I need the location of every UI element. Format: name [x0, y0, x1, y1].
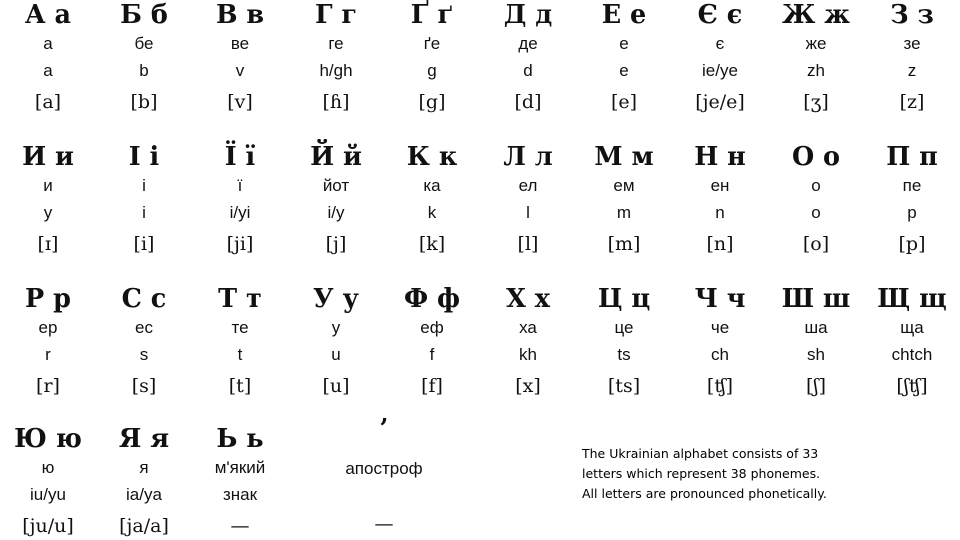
letter-transliteration: b [139, 61, 149, 80]
letter-ipa: [je/e] [695, 91, 745, 113]
letter-glyphs: Щ щ [877, 284, 947, 314]
letter-ipa: [d] [514, 91, 542, 113]
letter-transliteration: iu/yu [30, 485, 66, 504]
letter-transliteration: f [429, 345, 435, 364]
letter-name: те [231, 318, 249, 337]
letter-transliteration: chtch [891, 345, 933, 364]
letter-glyphs: Ж ж [781, 0, 851, 30]
letter-glyphs: Х х [506, 284, 550, 314]
letter-transliteration: m [616, 203, 632, 222]
letter-ipa: [ju/u] [22, 515, 74, 537]
letter-name: ве [230, 34, 250, 53]
note-line: All letters are pronounced phonetically. [582, 486, 827, 501]
letter-name: це [614, 318, 634, 337]
letter-transliteration: kh [519, 345, 537, 364]
letter-transliteration: z [907, 61, 917, 80]
alphabet-note [582, 444, 912, 504]
letter-name: ер [38, 318, 58, 337]
letter-ipa: [p] [898, 233, 926, 255]
letter-name: пе [902, 176, 922, 195]
letter-ipa: [k] [418, 233, 446, 255]
letter-ipa: [t] [228, 375, 252, 397]
letter-glyphs: Ґ ґ [410, 0, 454, 30]
letter-glyphs: З з [890, 0, 934, 30]
letter-ipa: [n] [706, 233, 734, 255]
letter-ipa: [z] [899, 91, 925, 113]
letter-transliteration: t [237, 345, 243, 364]
letter-transliteration: знак [222, 485, 258, 504]
letter-glyphs: Ч ч [694, 284, 746, 314]
letter-glyphs: Т т [218, 284, 262, 314]
letter-name: ем [613, 176, 635, 195]
letter-transliteration: l [526, 203, 530, 222]
letter-transliteration: ts [617, 345, 631, 364]
letter-name: же [805, 34, 827, 53]
letter-ipa: [v] [227, 91, 253, 113]
letter-ipa: [o] [802, 233, 830, 255]
note-line: The Ukrainian alphabet consists of 33 [582, 446, 819, 461]
letter-transliteration: g [427, 61, 437, 80]
letter-ipa: [ʃ] [806, 375, 826, 397]
letter-transliteration: u [331, 345, 341, 364]
letter-ipa: [r] [36, 375, 60, 397]
letter-transliteration: p [907, 203, 917, 222]
letter-transliteration: ia/ya [126, 485, 162, 504]
letter-glyphs: Ї ї [224, 142, 256, 172]
letter-name: че [710, 318, 730, 337]
letter-transliteration: r [45, 345, 51, 364]
letter-ipa: [x] [515, 375, 541, 397]
letter-ipa: [l] [517, 233, 539, 255]
letter-name: ща [900, 318, 924, 337]
letter-name: ге [328, 34, 344, 53]
letter-glyphs: О о [791, 142, 841, 172]
letter-glyphs: Р р [25, 284, 71, 314]
letter-transliteration: i/y [327, 203, 345, 222]
letter-glyphs: І і [128, 142, 160, 172]
letter-transliteration: ch [711, 345, 729, 364]
letter-name: о [811, 176, 821, 195]
letter-ipa: [f] [421, 375, 443, 397]
letter-name: ел [518, 176, 538, 195]
letter-ipa: [s] [131, 375, 157, 397]
letter-name: ша [804, 318, 828, 337]
letter-name: йот [322, 176, 350, 195]
letter-glyphs: С с [121, 284, 167, 314]
letter-name: ен [710, 176, 730, 195]
letter-name: а [43, 34, 53, 53]
letter-ipa: [ts] [607, 375, 641, 397]
letter-ipa: [ji] [226, 233, 254, 255]
letter-name: ха [519, 318, 537, 337]
letter-transliteration: a [43, 61, 53, 80]
note-line: letters which represent 38 phonemes. [582, 466, 821, 481]
letter-glyphs: И и [22, 142, 74, 172]
letter-ipa: [j] [325, 233, 347, 255]
letter-name: ес [135, 318, 153, 337]
letter-name: у [331, 318, 341, 337]
letter-glyphs: Є є [697, 0, 743, 30]
letter-glyphs: Ш ш [781, 284, 851, 314]
letter-transliteration: y [43, 203, 53, 222]
letter-transliteration: n [715, 203, 725, 222]
letter-ipa: [ʧ] [706, 375, 734, 397]
letter-glyphs: У у [313, 284, 359, 314]
letter-ipa: [ja/a] [119, 515, 169, 537]
letter-glyphs: Е е [601, 0, 647, 30]
letter-transliteration: k [427, 203, 437, 222]
letter-glyphs: Ц ц [597, 284, 651, 314]
letter-transliteration: ie/ye [702, 61, 738, 80]
letter-glyphs: В в [215, 0, 265, 30]
letter-name: ка [423, 176, 441, 195]
letter-transliteration: zh [807, 61, 825, 80]
letter-ipa: [ɪ] [37, 233, 59, 255]
letter-name: еф [420, 318, 444, 337]
letter-ipa: — [230, 515, 250, 537]
letter-glyphs: Я я [118, 424, 170, 454]
letter-transliteration: d [523, 61, 533, 80]
letter-transliteration: i [142, 203, 146, 222]
letter-name: і [142, 176, 146, 195]
letter-glyphs: Ф ф [403, 284, 461, 314]
letter-name: ї [237, 176, 243, 195]
letter-ipa: — [374, 513, 394, 535]
letter-glyphs: Г г [314, 0, 358, 30]
letter-name: ґе [423, 34, 441, 53]
letter-glyphs: ’ [379, 414, 389, 444]
letter-glyphs: А а [24, 0, 72, 30]
letter-glyphs: М м [594, 142, 654, 172]
letter-name: апостроф [345, 459, 423, 478]
letter-glyphs: К к [406, 142, 458, 172]
letter-glyphs: Л л [503, 142, 553, 172]
letter-glyphs: Д д [503, 0, 553, 30]
letter-transliteration: o [811, 203, 821, 222]
letter-glyphs: П п [886, 142, 938, 172]
letter-glyphs: Ю ю [14, 424, 82, 454]
letter-glyphs: Й й [310, 142, 362, 172]
letter-transliteration: s [139, 345, 149, 364]
letter-glyphs: Н н [694, 142, 746, 172]
letter-name: и [43, 176, 53, 195]
letter-transliteration: e [619, 61, 629, 80]
letter-ipa: [ʒ] [803, 91, 829, 113]
letter-ipa: [g] [418, 91, 446, 113]
letter-glyphs: Б б [120, 0, 168, 30]
letter-ipa: [e] [610, 91, 638, 113]
letter-ipa: [ʃʧ] [896, 375, 928, 397]
letter-transliteration: sh [807, 345, 825, 364]
letter-name: бе [134, 34, 154, 53]
letter-transliteration: v [235, 61, 245, 80]
letter-ipa: [ɦ] [322, 91, 350, 113]
letter-name: е [619, 34, 629, 53]
letter-name: ю [41, 458, 55, 477]
letter-name: є [715, 34, 725, 53]
letter-name: я [139, 458, 149, 477]
letter-glyphs: Ь ь [216, 424, 264, 454]
letter-ipa: [a] [34, 91, 62, 113]
letter-ipa: [i] [133, 233, 155, 255]
letter-transliteration: i/yi [229, 203, 251, 222]
letter-name: м'який [214, 458, 266, 477]
letter-ipa: [m] [607, 233, 641, 255]
letter-ipa: [b] [130, 91, 158, 113]
letter-transliteration: h/gh [319, 61, 353, 80]
letter-name: де [518, 34, 538, 53]
letter-name: зе [903, 34, 921, 53]
letter-ipa: [u] [322, 375, 350, 397]
